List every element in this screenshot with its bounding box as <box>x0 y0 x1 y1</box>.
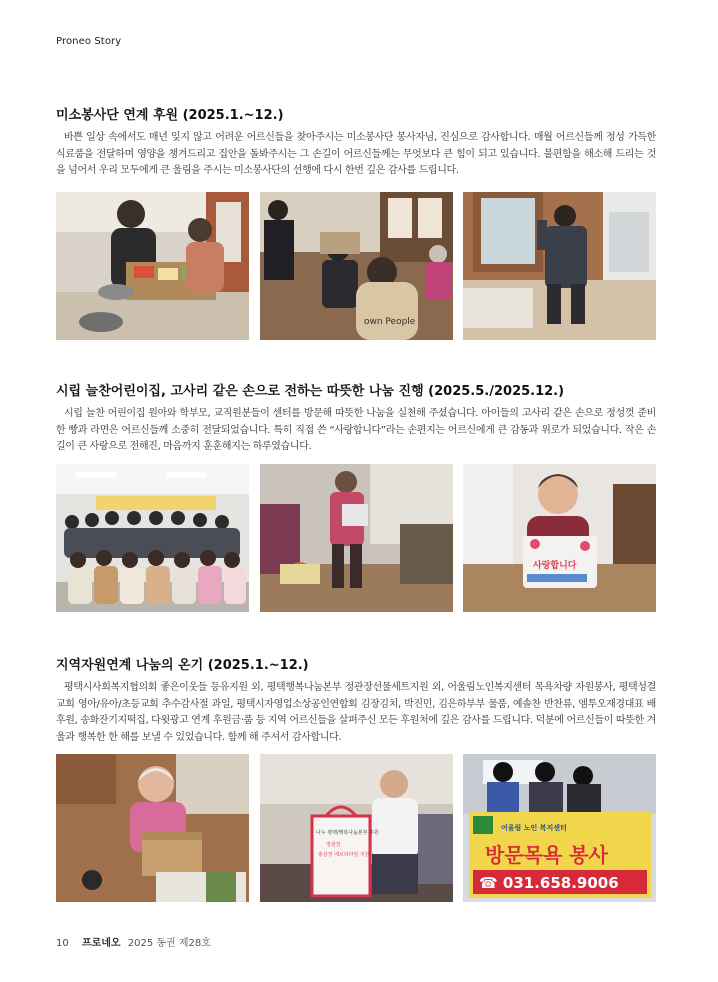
section-miso-volunteers <box>56 108 656 180</box>
running-header: Proneo Story <box>56 36 122 47</box>
photo-volunteers-visiting-seniors <box>260 192 453 340</box>
photo-bath-volunteer-banner <box>463 754 656 902</box>
photo-senior-with-soymilk-box <box>56 754 249 902</box>
issue-label: 2025 동권 제28호 <box>127 938 211 949</box>
banner-phone-text: ☎ 031.658.9006 <box>479 874 619 892</box>
page-footer <box>56 934 211 949</box>
photo-row-miso <box>56 192 656 340</box>
gift-bag-text: 나누 평택/행복나눔본부 후원 정관장 홍삼정 에브리타임 지원 <box>315 830 379 858</box>
hoodie-print-text: own People <box>363 317 415 327</box>
photo-senior-holding-letter <box>463 464 656 612</box>
photo-volunteer-repairing-window <box>463 192 656 340</box>
photo-row-daycare <box>56 464 656 612</box>
banner-org-text: 어울림 노인 복지센터 <box>501 824 567 832</box>
section-local-resources <box>56 658 656 746</box>
banner-main-text: 방문목욕 봉사 <box>485 843 608 867</box>
section-neulchan-daycare <box>56 384 656 456</box>
section-body: 시립 늘찬 어린이집 원아와 학부모, 교직원분들이 센터를 방문해 따뜻한 나눔을 실천해 주셨습니다. 아이들의 고사리 같은 손으로 정성껏 준비한 빵과 라면은 어르신들께 소중히 전달되었습니다. 특히 직접 쓴 “사랑합니다”라는 손편지는 어르신에게 큰 감동과 위로가 되었습니다. 작은 손길이 큰 사랑으로 전해진, 마음까지 훈훈해지는 하루였습니다. <box>56 408 656 452</box>
section-title: 시립 늘찬어린이집, 고사리 같은 손으로 전하는 따뜻한 나눔 진행 (2025.5./2025.12.) <box>56 384 565 399</box>
section-body: 바쁜 일상 속에서도 매년 잊지 않고 어려운 어르신들을 찾아주시는 미소봉사단 봉사자님, 진심으로 감사합니다. 매월 어르신들께 정성 가득한 식료품을 전달하며 영양을 챙겨드리고 집안을 돌봐주시는 그 손길이 어르신들께는 무엇보다 큰 힘이 되고 있습니다. 불편함을 해소해 드리는 것을 넘어서 우리 모두에게 큰 울림을 주시는 미소봉사단의 선행에 다시 한번 깊은 감사를 드립니다. <box>56 132 656 176</box>
photo-volunteers-packing-food <box>56 192 249 340</box>
section-title: 지역자원연계 나눔의 온기 (2025.1.~12.) <box>56 658 309 673</box>
section-body: 평택시사회복지협의회 좋은이웃들 등유지원 외, 평택행복나눔본부 정관장선물세트지원 외, 어울림노인복지센터 목욕차량 자원봉사, 평택성결교회 영아/유아/초등교회 추수감사절 과일, 평택시자영업소상공인연합회 김장김치, 박진민, 김은하부부 물품, 예솔찬 반찬류, 엠투오재경대표 배 후원, 송화잔기지떡집, 다윗광고 연계 후원금·품 등 지역 어르신들을 살펴주신 모든 후원처에 깊은 감사를 드립니다. 덕분에 어르신들이 따뜻한 겨울과 행복한 한 해를 보낼 수 있었습니다. 함께 해 주셔서 감사합니다. <box>56 682 656 743</box>
photo-child-giving-gift <box>260 464 453 612</box>
photo-senior-with-gift-bag <box>260 754 453 902</box>
page-number: 10 <box>56 938 69 949</box>
letter-sign-text: 사랑합니다 <box>533 561 577 571</box>
photo-row-local <box>56 754 656 902</box>
section-title: 미소봉사단 연계 후원 (2025.1.~12.) <box>56 108 284 123</box>
photo-daycare-group <box>56 464 249 612</box>
magazine-name: 프로네오 <box>81 938 121 949</box>
